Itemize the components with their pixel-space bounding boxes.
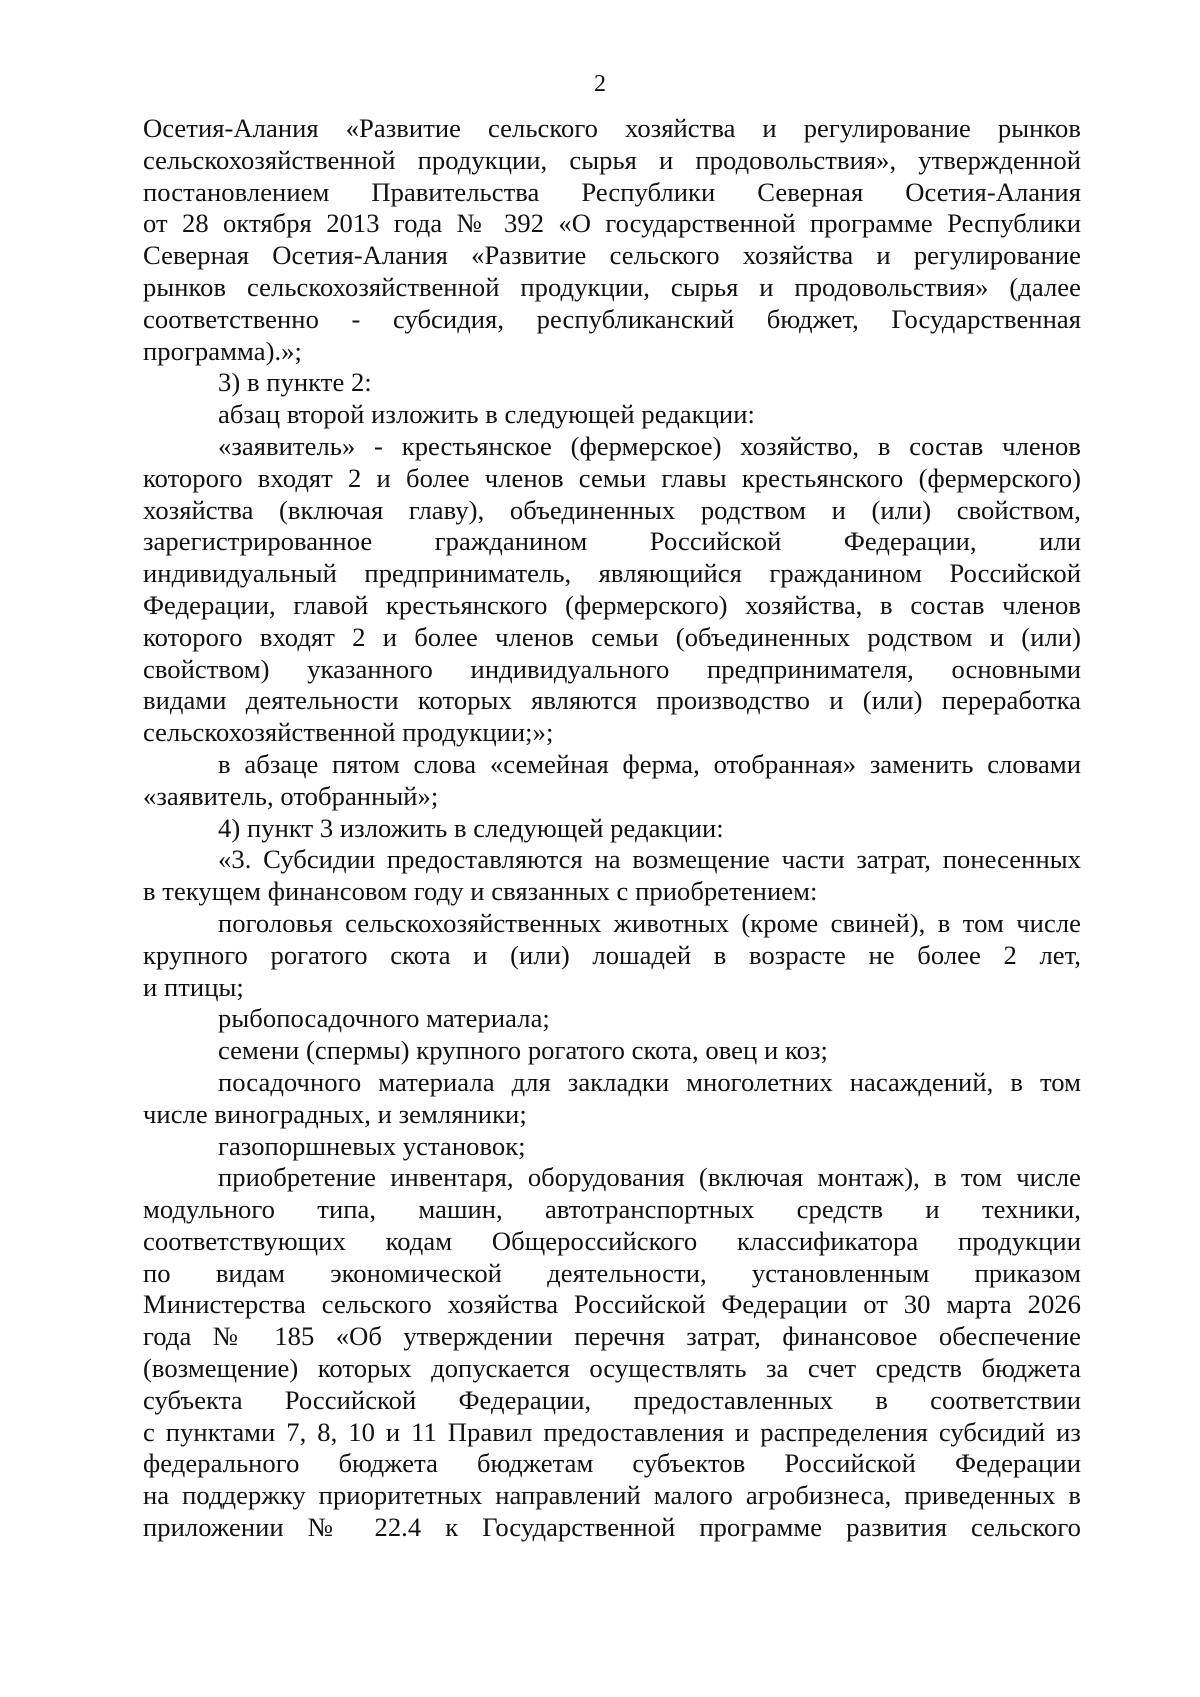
text-line: Министерства сельского хозяйства Российской Федерации от 30 марта 2026 bbox=[143, 1289, 1081, 1320]
text-line: которого входят 2 и более членов семьи главы крестьянского (фермерского) bbox=[143, 462, 1081, 493]
text-line: Федерации, главой крестьянского (фермерского) хозяйства, в состав членов bbox=[143, 589, 1081, 620]
text-line: крупного рогатого скота и (или) лошадей в возрасте не более 2 лет, bbox=[143, 939, 1081, 970]
text-line: 4) пункт 3 изложить в следующей редакции: bbox=[218, 812, 724, 843]
text-line: модульного типа, машин, автотранспортных средств и техники, bbox=[143, 1194, 1081, 1225]
page-number: 2 bbox=[594, 71, 606, 97]
text-line: хозяйства (включая главу), объединенных родством и (или) свойством, bbox=[143, 494, 1081, 525]
text-line: рыбопосадочного материала; bbox=[218, 1003, 550, 1034]
text-line: сельскохозяйственной продукции;»; bbox=[143, 717, 554, 748]
text-line: с пунктами 7, 8, 10 и 11 Правил предоставления и распределения субсидий из bbox=[143, 1416, 1081, 1447]
text-line: газопоршневых установок; bbox=[218, 1130, 526, 1161]
text-line: по видам экономической деятельности, установленным приказом bbox=[143, 1257, 1081, 1288]
text-line: соответствующих кодам Общероссийского классификатора продукции bbox=[143, 1225, 1081, 1256]
text-line: от 28 октября 2013 года № 392 «О государственной программе Республики bbox=[143, 208, 1081, 239]
text-line: субъекта Российской Федерации, предоставленных в соответствии bbox=[143, 1384, 1081, 1415]
text-line: приобретение инвентаря, оборудования (включая монтаж), в том числе bbox=[218, 1162, 1081, 1193]
text-line: поголовья сельскохозяйственных животных (кроме свиней), в том числе bbox=[218, 907, 1081, 938]
text-line: (возмещение) которых допускается осуществлять за счет средств бюджета bbox=[143, 1353, 1081, 1384]
text-line: на поддержку приоритетных направлений малого агробизнеса, приведенных в bbox=[143, 1480, 1081, 1511]
text-line: Северная Осетия-Алания «Развитие сельского хозяйства и регулирование bbox=[143, 240, 1081, 271]
text-line: приложении № 22.4 к Государственной программе развития сельского bbox=[143, 1512, 1081, 1543]
text-line: которого входят 2 и более членов семьи (объединенных родством и (или) bbox=[143, 621, 1081, 652]
text-line: сельскохозяйственной продукции, сырья и продовольствия», утвержденной bbox=[143, 144, 1081, 175]
text-line: и птицы; bbox=[143, 971, 244, 1002]
text-line: Осетия-Алания «Развитие сельского хозяйства и регулирование рынков bbox=[143, 113, 1081, 143]
text-line: числе виноградных, и земляники; bbox=[143, 1098, 527, 1129]
text-line: посадочного материала для закладки многолетних насаждений, в том bbox=[218, 1066, 1081, 1097]
text-line: рынков сельскохозяйственной продукции, сырья и продовольствия» (далее bbox=[143, 271, 1081, 302]
text-line: «заявитель, отобранный»; bbox=[143, 780, 439, 811]
text-line: постановлением Правительства Республики Северная Осетия-Алания bbox=[143, 176, 1081, 207]
text-line: «заявитель» - крестьянское (фермерское) хозяйство, в состав членов bbox=[218, 430, 1081, 461]
text-line: видами деятельности которых являются производство и (или) переработка bbox=[143, 685, 1081, 716]
text-line: 3) в пункте 2: bbox=[218, 367, 372, 398]
text-line: программа).»; bbox=[143, 335, 302, 366]
text-line: федерального бюджета бюджетам субъектов Российской Федерации bbox=[143, 1448, 1081, 1479]
document-body bbox=[143, 113, 1081, 1544]
text-line: зарегистрированное гражданином Российской Федерации, или bbox=[143, 526, 1081, 557]
text-line: семени (спермы) крупного рогатого скота, овец и коз; bbox=[218, 1035, 828, 1066]
text-line: свойством) указанного индивидуального предпринимателя, основными bbox=[143, 653, 1081, 684]
text-line: «3. Субсидии предоставляются на возмещение части затрат, понесенных bbox=[218, 844, 1081, 875]
text-line: абзац второй изложить в следующей редакции: bbox=[218, 399, 755, 430]
text-line: в абзаце пятом слова «семейная ферма, отобранная» заменить словами bbox=[218, 748, 1081, 779]
text-line: соответственно - субсидия, республиканский бюджет, Государственная bbox=[143, 303, 1081, 334]
text-line: года № 185 «Об утверждении перечня затрат, финансовое обеспечение bbox=[143, 1321, 1081, 1352]
text-line: индивидуальный предприниматель, являющийся гражданином Российской bbox=[143, 558, 1081, 589]
text-line: в текущем финансовом году и связанных с приобретением: bbox=[143, 876, 818, 907]
